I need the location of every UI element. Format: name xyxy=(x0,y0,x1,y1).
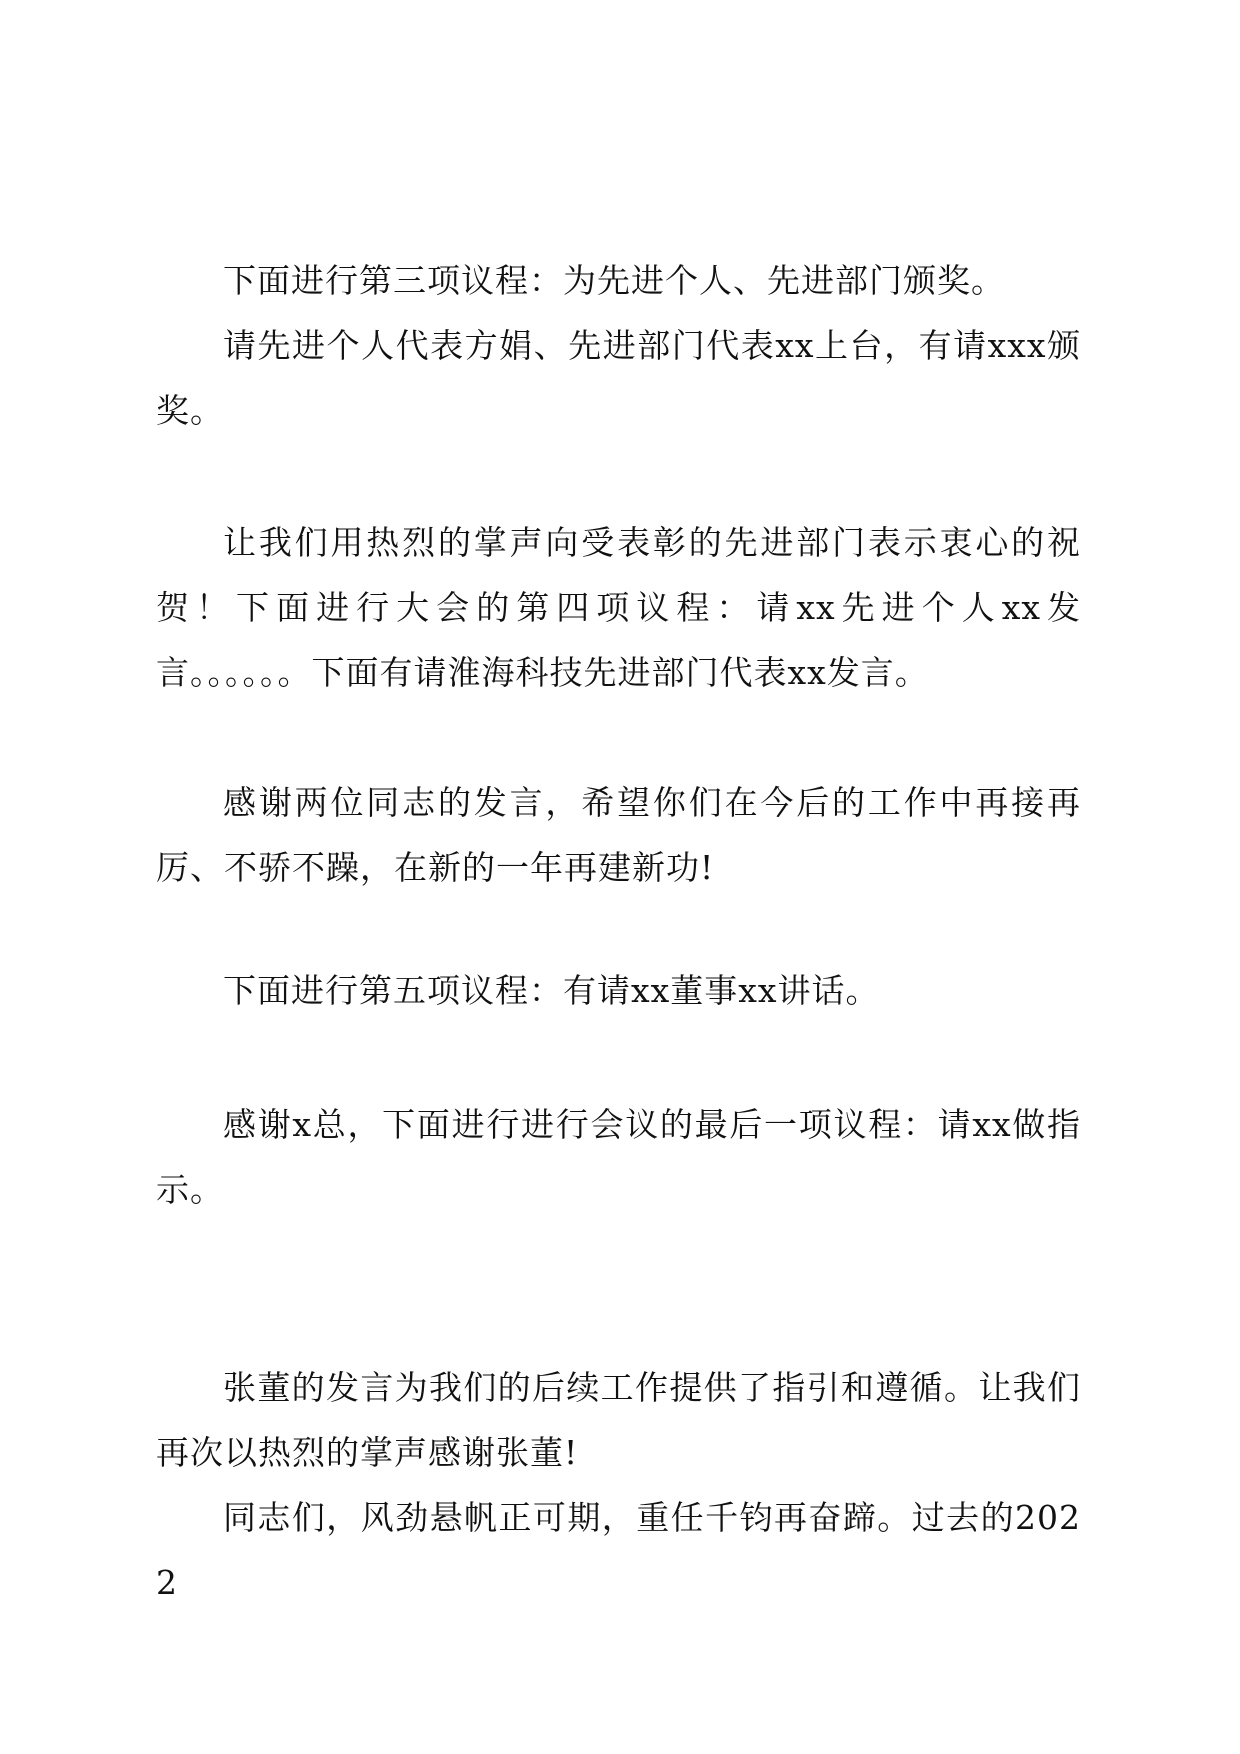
paragraph-final-agenda-item: 感谢x总，下面进行进行会议的最后一项议程：请xx做指示。 xyxy=(156,1105,1081,1209)
paragraph-thanks-speakers: 感谢两位同志的发言，希望你们在今后的工作中再接再厉、不骄不躁，在新的一年再建新功! xyxy=(156,783,1081,887)
paragraph-closing-remarks: 同志们，风劲悬帆正可期，重任千钧再奋蹄。过去的2022 xyxy=(156,1498,1081,1602)
paragraph-agenda-item-three: 下面进行第三项议程：为先进个人、先进部门颁奖。 xyxy=(223,261,1005,300)
paragraph-award-presenters: 请先进个人代表方娟、先进部门代表xx上台，有请xxx颁奖。 xyxy=(156,326,1081,430)
paragraph-agenda-item-four: 让我们用热烈的掌声向受表彰的先进部门表示衷心的祝贺！下面进行大会的第四项议程：请xx先进个人xx发言。。。。。。下面有请淮海科技先进部门代表xx发言。 xyxy=(156,523,1081,692)
paragraph-thanks-chairman: 张董的发言为我们的后续工作提供了指引和遵循。让我们再次以热烈的掌声感谢张董! xyxy=(156,1368,1081,1472)
paragraph-agenda-item-five: 下面进行第五项议程：有请xx董事xx讲话。 xyxy=(223,971,880,1010)
